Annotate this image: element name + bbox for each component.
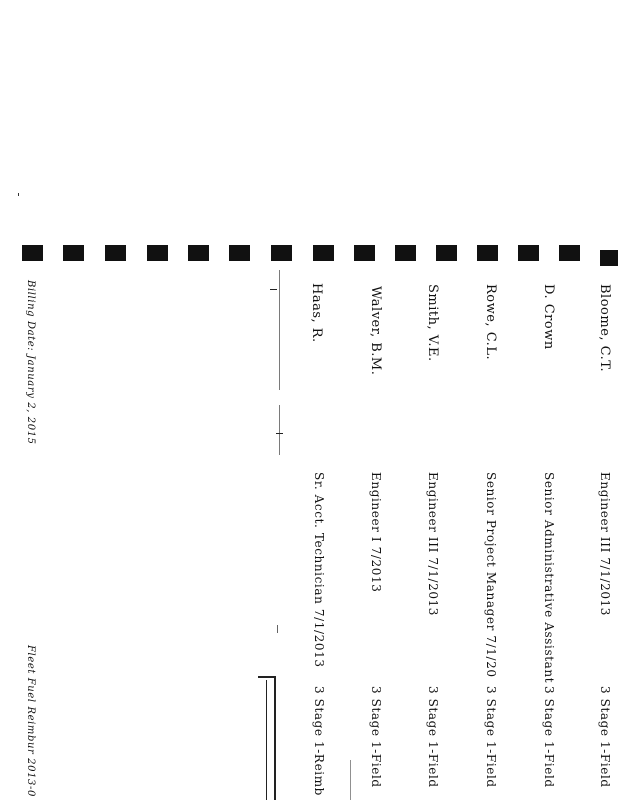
table-rule-vertical [274, 676, 276, 800]
employee-stage: 3 Stage 1-Field [598, 686, 612, 788]
row-marker [188, 245, 209, 261]
employee-stage: 3 Stage 1-Field [484, 686, 498, 788]
employee-role: Senior Project Manager 7/1/20 [484, 472, 498, 678]
row-marker [518, 245, 539, 261]
row-marker [22, 245, 43, 261]
row-marker [436, 245, 457, 261]
employee-stage: 3 Stage 1-Field [426, 686, 440, 788]
employee-name: Bloome, C.T. [597, 284, 612, 373]
employee-role: Engineer III 7/1/2013 [426, 472, 440, 617]
employee-stage: 3 Stage 1-Reimb [312, 686, 326, 796]
scan-speck [18, 193, 19, 196]
row-marker [559, 245, 580, 261]
employee-stage: 3 Stage 1-Field [369, 686, 383, 788]
row-marker [147, 245, 168, 261]
vertical-rule [277, 625, 278, 633]
employee-role: Engineer I 7/2013 [369, 472, 383, 593]
billing-date: Billing Date: January 2, 2015 [25, 280, 36, 445]
row-marker [313, 245, 334, 261]
employee-role: Engineer III 7/1/2013 [598, 472, 612, 617]
vertical-rule [279, 405, 280, 455]
table-rule-vertical [266, 680, 267, 800]
tick-mark [270, 289, 277, 290]
employee-name: Walver, B.M. [368, 286, 383, 376]
tick-mark [276, 433, 283, 434]
fleet-fuel-reimbursement: Fleet Fuel Reimbur 2013-0 [25, 645, 36, 797]
employee-role: Sr. Acct. Technician 7/1/2013 [312, 472, 326, 668]
row-marker [600, 250, 618, 266]
row-marker [105, 245, 126, 261]
row-marker [477, 245, 498, 261]
row-marker [271, 245, 292, 261]
employee-name: D. Crown [541, 284, 556, 350]
row-marker [63, 245, 84, 261]
employee-stage: 3 Stage 1-Field [542, 686, 556, 788]
employee-name: Rowe, C.L. [483, 284, 498, 361]
employee-name: Haas, R. [309, 283, 324, 343]
employee-role: Senior Administrative Assistant [542, 472, 556, 684]
row-marker [395, 245, 416, 261]
employee-name: Smith, V.E. [425, 284, 440, 362]
row-marker [354, 245, 375, 261]
table-rule-right [350, 760, 351, 800]
row-marker [229, 245, 250, 261]
vertical-rule [279, 270, 280, 390]
